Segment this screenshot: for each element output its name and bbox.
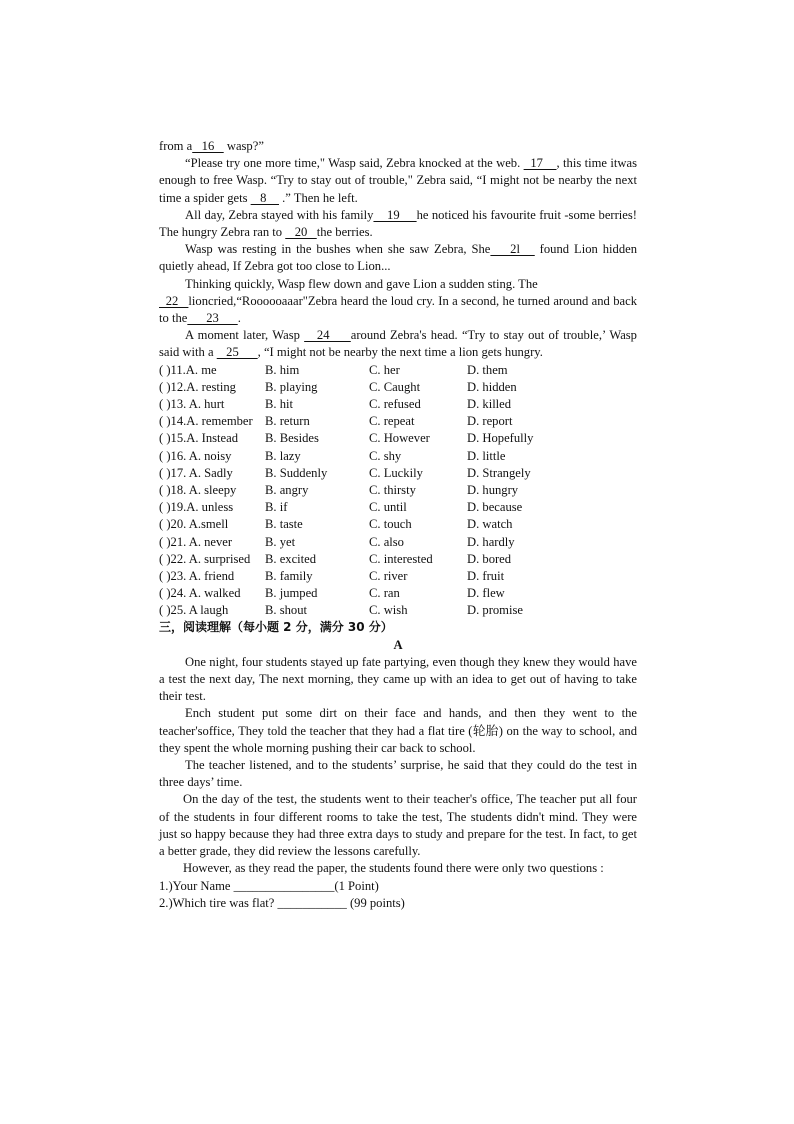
option-b: B. angry <box>265 482 309 497</box>
option-c: C. her <box>369 362 400 377</box>
option-b: B. family <box>265 568 313 583</box>
blank-20: 20 <box>285 225 317 240</box>
option-row <box>159 448 637 465</box>
text: All day, Zebra stayed with his family <box>185 207 374 222</box>
section-title: 三，阅读理解（每小题 2 分，满分 30 分） <box>159 620 393 635</box>
option-row <box>159 482 637 499</box>
option-b: B. lazy <box>265 448 301 463</box>
option-b: B. Besides <box>265 431 319 446</box>
option-b: B. Suddenly <box>265 465 328 480</box>
text: Wasp was resting in the bushes when she saw Zebra, She <box>185 242 491 257</box>
blank-24: 24 <box>304 328 351 343</box>
reading-paragraph: The teacher listened, and to the students’ surprise, he said that they could do the test in three days’ time. <box>159 758 637 790</box>
option-row <box>159 396 637 413</box>
option-row <box>159 568 637 585</box>
cloze-paragraph <box>159 155 637 207</box>
question-number: ( )21. A. never <box>159 534 233 549</box>
option-d: D. Hopefully <box>467 431 534 446</box>
option-c: C. ran <box>369 586 400 601</box>
options-list <box>159 362 637 620</box>
option-d: D. watch <box>467 517 513 532</box>
option-c: C. repeat <box>369 414 415 429</box>
blank-8: 8 <box>250 190 279 205</box>
question-number: ( )17. A. Sadly <box>159 465 233 480</box>
option-b: B. jumped <box>265 586 318 601</box>
cloze-paragraph <box>159 207 637 241</box>
option-c: C. Caught <box>369 379 421 394</box>
question-number: ( )19.A. unless <box>159 500 234 515</box>
question-number: ( )15.A. Instead <box>159 431 239 446</box>
option-b: B. playing <box>265 379 318 394</box>
blank-16: 16 <box>192 139 224 153</box>
text: around Zebra's head. “Try to stay out of trouble,’ Wasp said with a <box>159 328 637 360</box>
option-d: D. because <box>467 500 523 515</box>
option-d: D. hidden <box>467 379 517 394</box>
blank-19: 19 <box>373 207 417 222</box>
option-d: D. promise <box>467 603 523 618</box>
option-c: C. interested <box>369 551 433 566</box>
blank-17: 17 <box>523 156 557 171</box>
option-row <box>159 430 637 447</box>
question-number: ( )23. A. friend <box>159 568 235 583</box>
question-number: ( )25. A laugh <box>159 603 229 618</box>
text: Thinking quickly, Wasp flew down and gave Lion a sudden sting. The <box>185 276 538 291</box>
text: A moment later, Wasp <box>185 328 305 343</box>
reading-paragraph: One night, four students stayed up fate partying, even though they knew they would have a test the next day, The next morning, they came up with an idea to get out of having to take their test. <box>159 654 637 704</box>
cloze-paragraph <box>159 241 637 275</box>
question-number: ( )14.A. remember <box>159 414 253 429</box>
option-row <box>159 379 637 396</box>
option-d: D. report <box>467 414 513 429</box>
question-number: ( )12.A. resting <box>159 379 236 394</box>
text: he noticed his favourite fruit -some berries! The hungry Zebra ran to <box>159 207 637 240</box>
option-row <box>159 499 637 516</box>
blank-25: 25 <box>216 345 258 360</box>
option-d: D. bored <box>467 551 512 566</box>
option-b: B. return <box>265 414 310 429</box>
option-b: B. if <box>265 500 288 515</box>
option-c: C. shy <box>369 448 402 463</box>
option-c: C. also <box>369 534 404 549</box>
exam-page <box>159 138 637 912</box>
text: , “I might not be nearby the next time a lion gets hungry. <box>257 345 543 360</box>
option-row <box>159 413 637 430</box>
option-row <box>159 465 637 482</box>
blank-22: 22 <box>159 293 189 308</box>
option-b: B. taste <box>265 517 303 532</box>
question-number: ( )18. A. sleepy <box>159 482 237 497</box>
option-d: D. Strangely <box>467 465 531 480</box>
question-number: ( )13. A. hurt <box>159 397 225 412</box>
option-c: C. river <box>369 568 408 583</box>
blank-21: 2l <box>490 242 535 257</box>
cloze-paragraph <box>159 276 637 328</box>
question-number: ( )20. A.smell <box>159 517 229 532</box>
option-d: D. killed <box>467 397 512 412</box>
passage-letter: A <box>393 637 403 652</box>
option-c: C. wish <box>369 603 408 618</box>
reading-paragraph: However, as they read the paper, the students found there were only two questions : <box>183 861 604 876</box>
text: the berries. <box>316 225 373 240</box>
option-c: C. Luckily <box>369 465 423 480</box>
cloze-paragraph <box>159 327 637 361</box>
text: found Lion hidden quietly ahead, If Zebra got too close to Lion... <box>159 242 637 274</box>
question-number: ( )16. A. noisy <box>159 448 232 463</box>
reading-paragraph: On the day of the test, the students went to their teacher's office, The teacher put all four of the students in four different rooms to take the test, The students didn't mind. They were just so happy because they had three extra days to study and prepare for the test. In fact, to get a better grade, they did review the lessons carefully. <box>159 792 637 859</box>
text: . <box>237 311 241 326</box>
text: .” Then he left. <box>278 190 358 205</box>
option-c: C. until <box>369 500 407 515</box>
option-row <box>159 585 637 602</box>
option-d: D. fruit <box>467 568 505 583</box>
question-number: ( )22. A. surprised <box>159 551 251 566</box>
question-number: ( )24. A. walked <box>159 586 241 601</box>
question-1: 1.)Your Name ________________(1 Point) <box>159 878 379 893</box>
option-c: C. However <box>369 431 430 446</box>
reading-paragraph: Ench student put some dirt on their face and hands, and then they went to the teacher'soffice, They told the teacher that they had a flat tire (轮胎) on the way to school, and they spent the whole morning pushing their car back to school. <box>159 706 637 755</box>
option-b: B. him <box>265 362 300 377</box>
option-row <box>159 362 637 379</box>
option-b: B. excited <box>265 551 317 566</box>
text: “Please try one more time," Wasp said, Zebra knocked at the web. <box>185 156 524 171</box>
option-d: D. little <box>467 448 506 463</box>
question-number: ( )11.A. me <box>159 362 217 377</box>
option-row <box>159 551 637 568</box>
option-c: C. touch <box>369 517 412 532</box>
option-row <box>159 534 637 551</box>
option-row <box>159 516 637 533</box>
option-c: C. thirsty <box>369 482 416 497</box>
option-d: D. hungry <box>467 482 519 497</box>
option-c: C. refused <box>369 397 421 412</box>
question-2: 2.)Which tire was flat? ___________ (99 points) <box>159 895 405 910</box>
text: , this time itwas enough to free Wasp. “Try to stay out of trouble," Zebra said, “I might not be nearby the next time a spider gets <box>159 156 637 205</box>
option-d: D. them <box>467 362 508 377</box>
text: wasp?” <box>223 139 264 153</box>
option-b: B. hit <box>265 397 293 412</box>
option-b: B. shout <box>265 603 307 618</box>
text: lioncried,“Roooooaaar"Zebra heard the loud cry. In a second, he turned around and back to the <box>159 293 637 326</box>
option-d: D. hardly <box>467 534 515 549</box>
option-b: B. yet <box>265 534 296 549</box>
text: from a <box>159 139 193 153</box>
option-d: D. flew <box>467 586 505 601</box>
option-row <box>159 602 637 619</box>
blank-23: 23 <box>187 311 238 326</box>
cloze-line-16 <box>159 138 637 155</box>
